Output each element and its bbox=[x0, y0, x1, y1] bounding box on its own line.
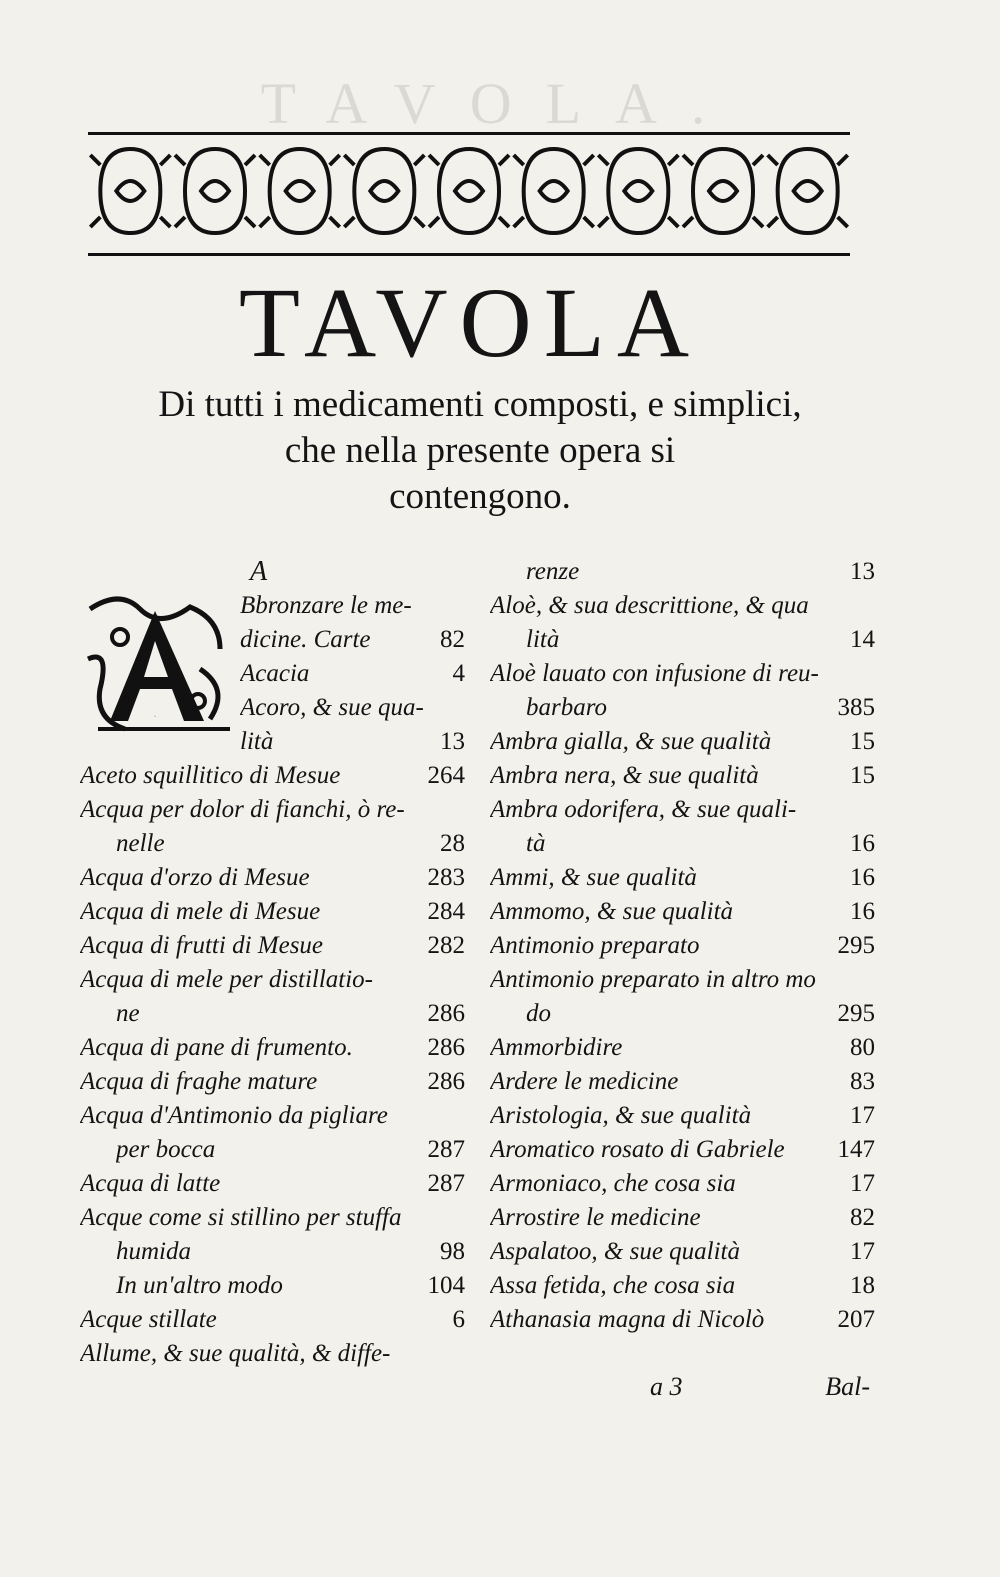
index-entry-text: do bbox=[526, 1000, 551, 1027]
index-entry bbox=[80, 1235, 465, 1269]
index-entry-text: ne bbox=[116, 1000, 140, 1027]
index-entry bbox=[490, 1031, 875, 1065]
index-entry-text: Acacia bbox=[240, 660, 310, 687]
index-entry-page: 283 bbox=[427, 864, 465, 891]
index-entry bbox=[80, 827, 465, 861]
index-entry-page: 286 bbox=[427, 1068, 465, 1095]
index-entry bbox=[80, 997, 465, 1031]
index-entry-page: 82 bbox=[440, 626, 465, 653]
ornament-band bbox=[88, 132, 850, 256]
index-entry bbox=[80, 759, 465, 793]
index-entry-text: Acqua di fraghe mature bbox=[80, 1068, 318, 1095]
index-entry-page: 282 bbox=[427, 932, 465, 959]
index-entry-text: Acqua di mele di Mesue bbox=[80, 898, 321, 925]
index-entry bbox=[490, 691, 875, 725]
index-entry bbox=[490, 1269, 875, 1303]
ornament-cell bbox=[598, 149, 678, 233]
subtitle-line: contengono. bbox=[389, 476, 571, 517]
index-entry bbox=[490, 963, 875, 997]
index-entry bbox=[490, 827, 875, 861]
index-entry-page: 17 bbox=[850, 1102, 875, 1129]
index-entry-text: Ardere le medicine bbox=[490, 1068, 679, 1095]
index-entry bbox=[490, 657, 875, 691]
index-entry-text: Acqua d'orzo di Mesue bbox=[80, 864, 310, 891]
index-entry-page: 385 bbox=[837, 694, 875, 721]
index-entry bbox=[80, 1031, 465, 1065]
index-entry-text: Antimonio preparato in altro mo bbox=[490, 966, 816, 993]
index-entry bbox=[490, 1065, 875, 1099]
ornament-cell bbox=[768, 149, 848, 233]
index-entry-page: 83 bbox=[850, 1068, 875, 1095]
index-entry-text: Assa fetida, che cosa sia bbox=[490, 1272, 736, 1299]
index-entry-text: Aloè, & sua descrittione, & qua bbox=[490, 592, 809, 619]
index-entry bbox=[490, 997, 875, 1031]
index-entry-text: Acoro, & sue qua- bbox=[240, 694, 424, 721]
index-entry-page: 284 bbox=[427, 898, 465, 925]
index-entry-text: Athanasia magna di Nicolò bbox=[490, 1306, 765, 1333]
index-entry-text: Arrostire le medicine bbox=[490, 1204, 701, 1231]
index-entry bbox=[80, 1337, 465, 1371]
svg-text:A: A bbox=[154, 716, 156, 718]
section-letter: A bbox=[250, 556, 268, 587]
index-entry bbox=[80, 1099, 465, 1133]
index-entry bbox=[490, 1167, 875, 1201]
index-entry bbox=[80, 895, 465, 929]
index-entry-text: Antimonio preparato bbox=[490, 932, 700, 959]
index-entry bbox=[490, 1201, 875, 1235]
index-entry-page: 15 bbox=[850, 762, 875, 789]
index-entry-text: Acqua di frutti di Mesue bbox=[80, 932, 324, 959]
floral-scroll-band-icon bbox=[88, 135, 850, 247]
index-entry-page: 287 bbox=[427, 1170, 465, 1197]
index-entry-page: 82 bbox=[850, 1204, 875, 1231]
index-entry-text: Acqua di pane di frumento. bbox=[80, 1034, 353, 1061]
index-entry-text: nelle bbox=[116, 830, 165, 857]
index-entry bbox=[80, 1303, 465, 1337]
index-entry-page: 16 bbox=[850, 830, 875, 857]
index-entry-page: 80 bbox=[850, 1034, 875, 1061]
index-column-left bbox=[80, 555, 465, 1371]
index-entry-text: per bocca bbox=[116, 1136, 216, 1163]
bleed-through-text: TAVOLA. bbox=[260, 71, 740, 136]
index-entry-page: 15 bbox=[850, 728, 875, 755]
index-entry-text: Ambra odorifera, & sue quali- bbox=[490, 796, 797, 823]
index-entry-page: 17 bbox=[850, 1238, 875, 1265]
index-entry-page: 286 bbox=[427, 1000, 465, 1027]
index-entry-text: Ambra nera, & sue qualità bbox=[490, 762, 759, 789]
index-entry bbox=[490, 555, 875, 589]
index-entry-text: renze bbox=[526, 558, 580, 585]
index-list-right bbox=[490, 555, 875, 1337]
index-entry-page: 28 bbox=[440, 830, 465, 857]
index-entry bbox=[490, 759, 875, 793]
page-title: TAVOLA bbox=[238, 267, 702, 378]
index-entry bbox=[80, 963, 465, 997]
index-entry-text: tà bbox=[526, 830, 546, 857]
index-entry-text: Acqua di mele per distillatio- bbox=[80, 966, 374, 993]
decorated-initial-A-icon bbox=[80, 589, 230, 737]
index-entry-page: 147 bbox=[837, 1136, 875, 1163]
catchword: Bal- bbox=[825, 1372, 870, 1401]
index-column-right bbox=[490, 555, 875, 1337]
index-entry-page: 16 bbox=[850, 898, 875, 925]
index-entry bbox=[490, 1133, 875, 1167]
index-entry-text: barbaro bbox=[526, 694, 608, 721]
index-entry bbox=[80, 861, 465, 895]
index-entry-text: Aceto squillitico di Mesue bbox=[80, 762, 341, 789]
index-entry-text: In un'altro modo bbox=[116, 1272, 283, 1299]
index-entry-text: Aromatico rosato di Gabriele bbox=[490, 1136, 785, 1163]
index-entry bbox=[490, 1235, 875, 1269]
index-entry-text: Ammomo, & sue qualità bbox=[490, 898, 734, 925]
index-entry-text: Acqua per dolor di fianchi, ò re- bbox=[80, 796, 405, 823]
page-subtitle bbox=[80, 382, 880, 520]
ornament-cell bbox=[90, 149, 170, 233]
index-entry-page: 6 bbox=[452, 1306, 465, 1333]
ornament-cell bbox=[683, 149, 763, 233]
index-entry bbox=[80, 1167, 465, 1201]
subtitle-line: Di tutti i medicamenti composti, e simplici, bbox=[158, 384, 802, 425]
index-entry-page: 98 bbox=[440, 1238, 465, 1265]
ornament-cell bbox=[175, 149, 255, 233]
index-entry bbox=[490, 1303, 875, 1337]
index-entry-page: 287 bbox=[427, 1136, 465, 1163]
index-entry-page: 17 bbox=[850, 1170, 875, 1197]
index-entry-text: lità bbox=[240, 728, 274, 755]
index-entry bbox=[490, 623, 875, 657]
index-entry bbox=[80, 1201, 465, 1235]
index-entry-page: 4 bbox=[452, 660, 465, 687]
index-entry-text: humida bbox=[116, 1238, 191, 1265]
page-footer bbox=[640, 1372, 870, 1402]
index-entry-page: 13 bbox=[440, 728, 465, 755]
index-entry-page: 13 bbox=[850, 558, 875, 585]
ornament-cell bbox=[344, 149, 424, 233]
index-entry-page: 14 bbox=[850, 626, 875, 653]
index-entry-text: Acque stillate bbox=[80, 1306, 217, 1333]
index-entry bbox=[80, 1065, 465, 1099]
index-entry-text: Acqua di latte bbox=[80, 1170, 221, 1197]
index-entry-page: 18 bbox=[850, 1272, 875, 1299]
subtitle-line: che nella presente opera si bbox=[284, 430, 676, 471]
index-entry-text: Acque come si stillino per stuffa bbox=[80, 1204, 402, 1231]
index-entry-text: Aloè lauato con infusione di reu- bbox=[490, 660, 819, 687]
ornament-cell bbox=[429, 149, 509, 233]
index-entry bbox=[80, 1133, 465, 1167]
index-entry-text: Ammorbidire bbox=[490, 1034, 623, 1061]
index-entry-page: 286 bbox=[427, 1034, 465, 1061]
signature-mark: a 3 bbox=[650, 1372, 683, 1401]
index-entry bbox=[490, 895, 875, 929]
index-entry-page: 207 bbox=[837, 1306, 875, 1333]
index-entry-text: Acqua d'Antimonio da pigliare bbox=[80, 1102, 388, 1129]
index-entry-text: Bbronzare le me- bbox=[240, 592, 412, 619]
index-entry bbox=[80, 1269, 465, 1303]
index-entry bbox=[490, 861, 875, 895]
index-entry-text: Allume, & sue qualità, & diffe- bbox=[80, 1340, 391, 1367]
index-entry bbox=[490, 929, 875, 963]
index-entry-page: 16 bbox=[850, 864, 875, 891]
index-entry-page: 264 bbox=[427, 762, 465, 789]
ornament-cell bbox=[260, 149, 340, 233]
ornament-cell bbox=[514, 149, 594, 233]
index-entry-text: dicine. Carte bbox=[240, 626, 371, 653]
index-entry-page: 295 bbox=[837, 1000, 875, 1027]
index-entry-text: Aristologia, & sue qualità bbox=[490, 1102, 752, 1129]
index-entry bbox=[490, 725, 875, 759]
index-entry-text: lità bbox=[526, 626, 560, 653]
index-entry bbox=[490, 793, 875, 827]
index-entry bbox=[490, 1099, 875, 1133]
index-entry-text: Armoniaco, che cosa sia bbox=[490, 1170, 736, 1197]
index-entry-text: Aspalatoo, & sue qualità bbox=[490, 1238, 740, 1265]
index-entry-text: Ammi, & sue qualità bbox=[490, 864, 697, 891]
index-entry-page: 104 bbox=[427, 1272, 465, 1299]
index-entry-page: 295 bbox=[837, 932, 875, 959]
index-entry bbox=[490, 589, 875, 623]
index-entry bbox=[80, 793, 465, 827]
index-entry-text: Ambra gialla, & sue qualità bbox=[490, 728, 772, 755]
index-entry bbox=[80, 929, 465, 963]
